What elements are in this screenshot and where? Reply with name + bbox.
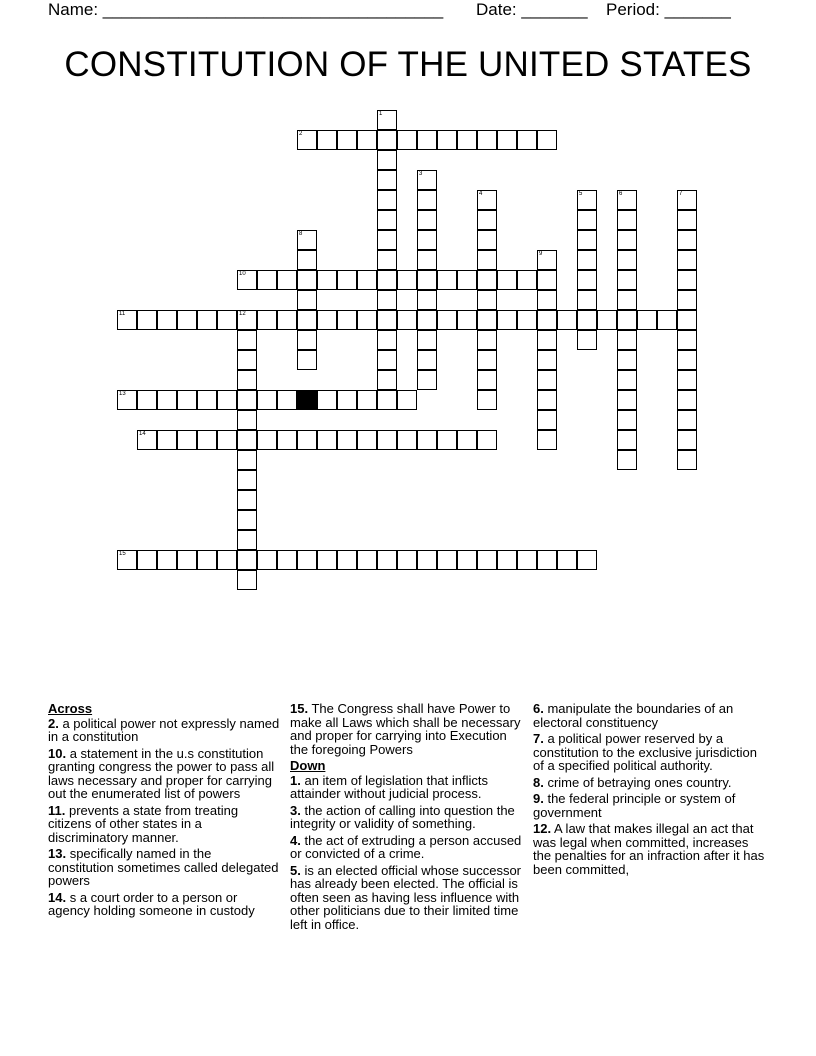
crossword-cell[interactable]	[277, 390, 297, 410]
crossword-cell[interactable]	[477, 270, 497, 290]
crossword-cell[interactable]	[277, 430, 297, 450]
crossword-cell[interactable]	[617, 370, 637, 390]
crossword-cell[interactable]	[677, 370, 697, 390]
crossword-cell[interactable]	[437, 270, 457, 290]
crossword-cell[interactable]	[237, 510, 257, 530]
crossword-cell[interactable]	[157, 430, 177, 450]
down-heading: Down	[290, 758, 326, 773]
crossword-cell[interactable]	[477, 230, 497, 250]
crossword-cell[interactable]	[137, 430, 157, 450]
crossword-cell[interactable]	[417, 250, 437, 270]
crossword-cell[interactable]	[537, 270, 557, 290]
crossword-cell[interactable]	[557, 310, 577, 330]
crossword-black-square	[297, 390, 317, 410]
crossword-cell[interactable]	[677, 350, 697, 370]
crossword-cell[interactable]	[177, 430, 197, 450]
crossword-cell[interactable]	[257, 430, 277, 450]
crossword-cell[interactable]	[617, 230, 637, 250]
crossword-cell[interactable]	[677, 230, 697, 250]
crossword-cell[interactable]	[237, 270, 257, 290]
crossword-cell[interactable]	[237, 390, 257, 410]
crossword-cell[interactable]	[417, 170, 437, 190]
crossword-cell[interactable]	[617, 210, 637, 230]
clue-number-label: 2	[299, 131, 303, 137]
crossword-cell[interactable]	[477, 290, 497, 310]
crossword-cell[interactable]	[417, 430, 437, 450]
clues-column-3	[533, 702, 769, 879]
crossword-cell[interactable]	[417, 230, 437, 250]
crossword-cell[interactable]	[297, 430, 317, 450]
crossword-cell[interactable]	[117, 310, 137, 330]
crossword-cell[interactable]	[537, 250, 557, 270]
crossword-cell[interactable]	[257, 310, 277, 330]
crossword-cell[interactable]	[377, 350, 397, 370]
crossword-cell[interactable]	[337, 430, 357, 450]
crossword-cell[interactable]	[537, 130, 557, 150]
crossword-cell[interactable]	[677, 290, 697, 310]
crossword-cell[interactable]	[297, 250, 317, 270]
crossword-cell[interactable]	[377, 110, 397, 130]
crossword-cell[interactable]	[377, 430, 397, 450]
crossword-cell[interactable]	[217, 430, 237, 450]
crossword-cell[interactable]	[337, 270, 357, 290]
clue-number-label: 9	[539, 251, 543, 257]
crossword-cell[interactable]	[117, 550, 137, 570]
crossword-cell[interactable]	[417, 310, 437, 330]
period-field: Period: _______	[606, 0, 731, 19]
crossword-cell[interactable]	[237, 530, 257, 550]
clue-number-label: 7	[679, 191, 683, 197]
crossword-cell[interactable]	[437, 430, 457, 450]
name-field: Name: ____________________________________	[48, 0, 444, 19]
crossword-cell[interactable]	[237, 470, 257, 490]
crossword-cell[interactable]	[257, 550, 277, 570]
crossword-cell[interactable]	[217, 390, 237, 410]
crossword-cell[interactable]	[397, 270, 417, 290]
clue-number-label: 13	[119, 391, 126, 397]
crossword-cell[interactable]	[557, 550, 577, 570]
crossword-cell[interactable]	[657, 310, 677, 330]
crossword-cell[interactable]	[237, 370, 257, 390]
crossword-cell[interactable]	[337, 550, 357, 570]
crossword-cell[interactable]	[237, 310, 257, 330]
clue-down-9: 9. the federal principle or system of government	[533, 791, 736, 820]
crossword-cell[interactable]	[537, 290, 557, 310]
crossword-cell[interactable]	[677, 450, 697, 470]
crossword-cell[interactable]	[577, 330, 597, 350]
crossword-cell[interactable]	[477, 250, 497, 270]
crossword-cell[interactable]	[137, 390, 157, 410]
crossword-cell[interactable]	[537, 430, 557, 450]
clue-number-label: 8	[299, 231, 303, 237]
crossword-cell[interactable]	[297, 290, 317, 310]
crossword-cell[interactable]	[237, 570, 257, 590]
crossword-cell[interactable]	[537, 350, 557, 370]
crossword-cell[interactable]	[377, 290, 397, 310]
clue-number-label: 4	[479, 191, 483, 197]
crossword-cell[interactable]	[477, 390, 497, 410]
clue-number-label: 11	[119, 311, 126, 317]
crossword-cell[interactable]	[477, 190, 497, 210]
crossword-cell[interactable]	[377, 210, 397, 230]
crossword-cell[interactable]	[577, 250, 597, 270]
crossword-cell[interactable]	[537, 370, 557, 390]
crossword-cell[interactable]	[397, 430, 417, 450]
crossword-cell[interactable]	[617, 350, 637, 370]
crossword-cell[interactable]	[397, 550, 417, 570]
crossword-cell[interactable]	[677, 250, 697, 270]
clue-number-label: 14	[139, 431, 146, 437]
clue-number-label: 10	[239, 271, 246, 277]
crossword-cell[interactable]	[477, 350, 497, 370]
crossword-cell[interactable]	[397, 390, 417, 410]
crossword-cell[interactable]	[637, 310, 657, 330]
clue-across-15: 15. The Congress shall have Power to make all Laws which shall be necessary and proper for carrying into Execution the foregoing Powers	[290, 701, 521, 757]
crossword-cell[interactable]	[237, 450, 257, 470]
clue-across-10: 10. a statement in the u.s constitution granting congress the power to pass all laws necessary and proper for carrying out the enumerated list of powers	[48, 745, 275, 801]
crossword-cell[interactable]	[377, 250, 397, 270]
crossword-cell[interactable]	[357, 270, 377, 290]
crossword-cell[interactable]	[297, 330, 317, 350]
crossword-cell[interactable]	[617, 250, 637, 270]
crossword-cell[interactable]	[497, 310, 517, 330]
crossword-cell[interactable]	[297, 550, 317, 570]
crossword-cell[interactable]	[477, 550, 497, 570]
crossword-cell[interactable]	[137, 550, 157, 570]
crossword-cell[interactable]	[477, 330, 497, 350]
crossword-cell[interactable]	[457, 310, 477, 330]
crossword-cell[interactable]	[237, 350, 257, 370]
crossword-cell[interactable]	[377, 270, 397, 290]
crossword-cell[interactable]	[677, 330, 697, 350]
crossword-cell[interactable]	[377, 150, 397, 170]
crossword-cell[interactable]	[317, 550, 337, 570]
crossword-cell[interactable]	[457, 130, 477, 150]
crossword-cell[interactable]	[157, 390, 177, 410]
crossword-cell[interactable]	[137, 310, 157, 330]
crossword-cell[interactable]	[377, 310, 397, 330]
clue-down-6: 6. manipulate the boundaries of an electoral constituency	[533, 701, 734, 730]
crossword-cell[interactable]	[677, 310, 697, 330]
crossword-cell[interactable]	[417, 190, 437, 210]
clue-number-label: 6	[619, 191, 623, 197]
crossword-cell[interactable]	[337, 390, 357, 410]
crossword-cell[interactable]	[677, 210, 697, 230]
crossword-cell[interactable]	[237, 550, 257, 570]
crossword-cell[interactable]	[377, 390, 397, 410]
crossword-cell[interactable]	[677, 410, 697, 430]
crossword-cell[interactable]	[357, 130, 377, 150]
crossword-cell[interactable]	[457, 550, 477, 570]
crossword-cell[interactable]	[497, 130, 517, 150]
clue-down-8: 8. crime of betraying ones country.	[533, 774, 732, 790]
crossword-cell[interactable]	[377, 170, 397, 190]
crossword-cell[interactable]	[417, 550, 437, 570]
crossword-cell[interactable]	[237, 410, 257, 430]
crossword-cell[interactable]	[537, 550, 557, 570]
crossword-cell[interactable]	[617, 190, 637, 210]
crossword-cell[interactable]	[297, 270, 317, 290]
across-heading: Across	[48, 701, 93, 716]
clue-number-label: 1	[379, 111, 383, 117]
crossword-cell[interactable]	[617, 310, 637, 330]
crossword-cell[interactable]	[357, 390, 377, 410]
crossword-cell[interactable]	[677, 270, 697, 290]
crossword-cell[interactable]	[477, 310, 497, 330]
crossword-cell[interactable]	[437, 310, 457, 330]
clue-across-14: 14. s a court order to a person or agency holding someone in custody	[48, 889, 255, 918]
clue-down-3: 3. the action of calling into question the integrity or validity of something.	[290, 802, 515, 831]
crossword-cell[interactable]	[417, 290, 437, 310]
crossword-cell[interactable]	[377, 230, 397, 250]
crossword-cell[interactable]	[157, 310, 177, 330]
clue-across-11: 11. prevents a state from treating citizens of other states in a discriminatory manner.	[48, 802, 239, 845]
crossword-cell[interactable]	[457, 270, 477, 290]
clue-down-12: 12. A law that makes illegal an act that was legal when committed, increases the penalties for an infraction after it has been committed,	[533, 821, 765, 877]
crossword-cell[interactable]	[237, 330, 257, 350]
crossword-cell[interactable]	[337, 310, 357, 330]
clue-number-label: 3	[419, 171, 423, 177]
crossword-cell[interactable]	[497, 270, 517, 290]
crossword-cell[interactable]	[417, 270, 437, 290]
crossword-cell[interactable]	[577, 310, 597, 330]
crossword-cell[interactable]	[417, 330, 437, 350]
crossword-cell[interactable]	[417, 210, 437, 230]
crossword-cell[interactable]	[237, 490, 257, 510]
crossword-cell[interactable]	[617, 330, 637, 350]
crossword-cell[interactable]	[177, 550, 197, 570]
crossword-cell[interactable]	[357, 430, 377, 450]
crossword-cell[interactable]	[217, 310, 237, 330]
crossword-cell[interactable]	[577, 210, 597, 230]
crossword-cell[interactable]	[597, 310, 617, 330]
clues-column-1	[48, 702, 280, 921]
crossword-cell[interactable]	[677, 430, 697, 450]
clue-across-13: 13. specifically named in the constitution sometimes called delegated powers	[48, 846, 279, 888]
crossword-cell[interactable]	[437, 130, 457, 150]
crossword-cell[interactable]	[577, 190, 597, 210]
clues-column-2	[290, 702, 526, 934]
crossword-cell[interactable]	[377, 130, 397, 150]
crossword-cell[interactable]	[537, 310, 557, 330]
crossword-cell[interactable]	[297, 350, 317, 370]
clue-down-4: 4. the act of extruding a person accused or convicted of a crime.	[290, 832, 522, 861]
clue-number-label: 12	[239, 311, 246, 317]
crossword-cell[interactable]	[437, 550, 457, 570]
crossword-cell[interactable]	[517, 310, 537, 330]
crossword-cell[interactable]	[257, 270, 277, 290]
clue-number-label: 5	[579, 191, 583, 197]
crossword-cell[interactable]	[537, 390, 557, 410]
crossword-cell[interactable]	[517, 270, 537, 290]
crossword-cell[interactable]	[197, 550, 217, 570]
clue-number-label: 15	[119, 551, 126, 557]
page-title: CONSTITUTION OF THE UNITED STATES	[64, 45, 752, 84]
crossword-cell[interactable]	[617, 430, 637, 450]
crossword-cell[interactable]	[117, 390, 137, 410]
clue-down-5: 5. is an elected official whose successor has already been elected. The official is often seen as having less influence with other politicians due to their limited time left in office.	[290, 862, 522, 932]
crossword-cell[interactable]	[277, 310, 297, 330]
crossword-cell[interactable]	[197, 430, 217, 450]
crossword-cell[interactable]	[577, 230, 597, 250]
crossword-cell[interactable]	[397, 130, 417, 150]
crossword-cell[interactable]	[277, 270, 297, 290]
crossword-cell[interactable]	[177, 310, 197, 330]
crossword-cell[interactable]	[477, 130, 497, 150]
crossword-cell[interactable]	[577, 550, 597, 570]
crossword-cell[interactable]	[397, 310, 417, 330]
crossword-cell[interactable]	[277, 550, 297, 570]
crossword-cell[interactable]	[537, 330, 557, 350]
crossword-cell[interactable]	[617, 270, 637, 290]
crossword-cell[interactable]	[617, 390, 637, 410]
crossword-cell[interactable]	[377, 190, 397, 210]
crossword-cell[interactable]	[317, 310, 337, 330]
crossword-cell[interactable]	[677, 190, 697, 210]
crossword-cell[interactable]	[617, 410, 637, 430]
crossword-cell[interactable]	[257, 390, 277, 410]
crossword-cell[interactable]	[237, 430, 257, 450]
crossword-cell[interactable]	[477, 210, 497, 230]
crossword-cell[interactable]	[537, 410, 557, 430]
crossword-cell[interactable]	[357, 550, 377, 570]
crossword-cell[interactable]	[517, 130, 537, 150]
clue-down-7: 7. a political power reserved by a constitution to the exclusive jurisdiction of a specified political authority.	[533, 731, 758, 773]
crossword-cell[interactable]	[377, 370, 397, 390]
crossword-cell[interactable]	[617, 450, 637, 470]
crossword-cell[interactable]	[197, 310, 217, 330]
crossword-cell[interactable]	[417, 350, 437, 370]
crossword-cell[interactable]	[297, 130, 317, 150]
crossword-cell[interactable]	[297, 310, 317, 330]
crossword-cell[interactable]	[337, 130, 357, 150]
crossword-cell[interactable]	[457, 430, 477, 450]
crossword-cell[interactable]	[177, 390, 197, 410]
crossword-cell[interactable]	[197, 390, 217, 410]
crossword-cell[interactable]	[677, 390, 697, 410]
crossword-cell[interactable]	[317, 430, 337, 450]
crossword-cell[interactable]	[497, 550, 517, 570]
crossword-cell[interactable]	[377, 550, 397, 570]
crossword-cell[interactable]	[577, 270, 597, 290]
clue-down-1: 1. an item of legislation that inflicts attainder without judicial process.	[290, 772, 489, 801]
date-field: Date: _______	[476, 0, 588, 19]
crossword-cell[interactable]	[477, 370, 497, 390]
crossword-cell[interactable]	[317, 130, 337, 150]
crossword-cell[interactable]	[217, 550, 237, 570]
crossword-cell[interactable]	[357, 310, 377, 330]
crossword-cell[interactable]	[617, 290, 637, 310]
crossword-cell[interactable]	[517, 550, 537, 570]
crossword-cell[interactable]	[417, 130, 437, 150]
crossword-cell[interactable]	[477, 430, 497, 450]
clue-across-2: 2. a political power not expressly named in a constitution	[48, 715, 280, 744]
crossword-cell[interactable]	[377, 330, 397, 350]
crossword-cell[interactable]	[577, 290, 597, 310]
crossword-cell[interactable]	[417, 370, 437, 390]
crossword-cell[interactable]	[317, 390, 337, 410]
crossword-cell[interactable]	[297, 230, 317, 250]
crossword-cell[interactable]	[157, 550, 177, 570]
crossword-cell[interactable]	[317, 270, 337, 290]
